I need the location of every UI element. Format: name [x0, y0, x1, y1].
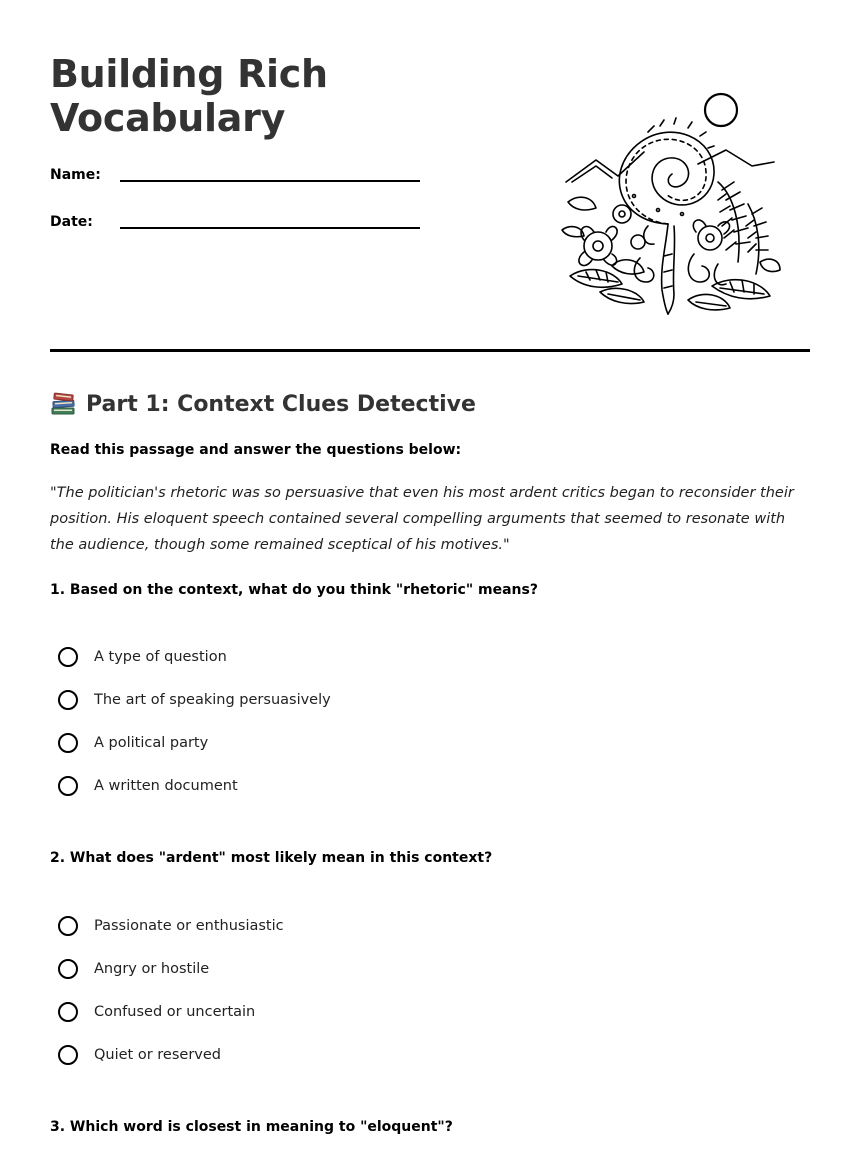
date-field	[50, 213, 430, 243]
radio-button[interactable]	[58, 647, 78, 667]
header-divider	[50, 349, 810, 352]
reading-passage: "The politician's rhetoric was so persuasive that even his most ardent critics began to reconsider their position. His eloquent speech contained several compelling arguments that seemed to resonate with the audience, though some remained sceptical of his motives."	[50, 485, 794, 553]
part1-heading	[50, 388, 476, 420]
radio-button[interactable]	[58, 916, 78, 936]
radio-button[interactable]	[58, 1002, 78, 1022]
answer-option[interactable]	[58, 721, 331, 764]
option-label: A political party	[94, 734, 209, 751]
part1-heading-text: Part 1: Context Clues Detective	[86, 391, 476, 417]
option-label: Confused or uncertain	[94, 1003, 256, 1020]
option-label: The art of speaking persuasively	[94, 691, 331, 708]
answer-option[interactable]	[58, 990, 284, 1033]
answer-option[interactable]	[58, 904, 284, 947]
name-field	[50, 166, 430, 196]
option-label: Quiet or reserved	[94, 1046, 221, 1063]
radio-button[interactable]	[58, 733, 78, 753]
radio-button[interactable]	[58, 690, 78, 710]
passage-instruction: Read this passage and answer the questions below:	[50, 442, 462, 458]
question-1: 1. Based on the context, what do you think "rhetoric" means?	[50, 582, 538, 598]
books-icon	[50, 392, 76, 416]
date-label: Date:	[50, 214, 93, 230]
name-label: Name:	[50, 167, 101, 183]
answer-option[interactable]	[58, 635, 331, 678]
option-label: Angry or hostile	[94, 960, 210, 977]
option-label: Passionate or enthusiastic	[94, 917, 284, 934]
worksheet-title: Building Rich Vocabulary	[50, 52, 328, 140]
answer-option[interactable]	[58, 1033, 284, 1076]
fern-illustration	[548, 86, 788, 322]
option-label: A written document	[94, 777, 238, 794]
answer-option[interactable]	[58, 947, 284, 990]
radio-button[interactable]	[58, 776, 78, 796]
option-label: A type of question	[94, 648, 227, 665]
answer-option[interactable]	[58, 678, 331, 721]
question-1-options	[58, 635, 331, 807]
answer-option[interactable]	[58, 764, 331, 807]
name-line[interactable]	[120, 180, 420, 182]
question-2-options	[58, 904, 284, 1076]
date-line[interactable]	[120, 227, 420, 229]
radio-button[interactable]	[58, 1045, 78, 1065]
radio-button[interactable]	[58, 959, 78, 979]
question-3: 3. Which word is closest in meaning to "eloquent"?	[50, 1119, 453, 1135]
question-2: 2. What does "ardent" most likely mean in this context?	[50, 850, 493, 866]
